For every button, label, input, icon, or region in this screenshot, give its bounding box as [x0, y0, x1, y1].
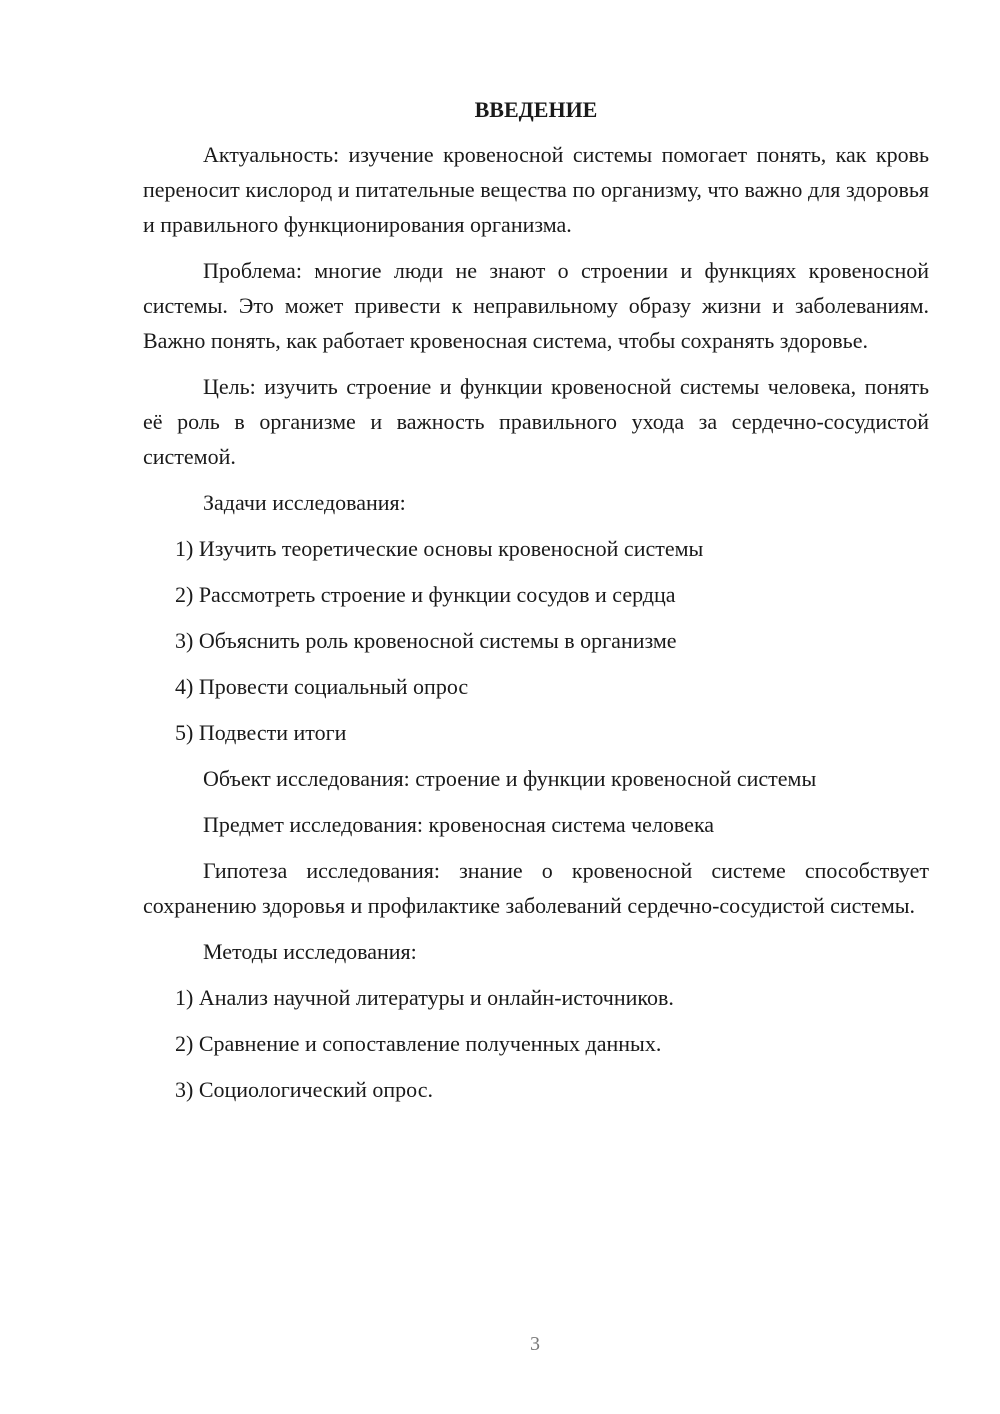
- list-item: 2) Рассмотреть строение и функции сосудов и сердца: [175, 582, 676, 607]
- tasks-heading: Задачи исследования:: [203, 490, 406, 515]
- list-item: 1) Изучить теоретические основы кровеносной системы: [175, 536, 704, 561]
- methods-heading: Методы исследования:: [203, 939, 417, 964]
- object-paragraph: Объект исследования: строение и функции кровеносной системы: [203, 766, 817, 791]
- list-item: 4) Провести социальный опрос: [175, 674, 469, 699]
- list-item: 5) Подвести итоги: [175, 720, 347, 745]
- list-item: 2) Сравнение и сопоставление полученных данных.: [175, 1031, 662, 1056]
- page-title: ВВЕДЕНИЕ: [474, 97, 598, 122]
- hypothesis-paragraph: Гипотеза исследования: знание о кровеносной системе способствует сохранению здоровья и профилактике заболеваний сердечно-сосудистой системы.: [143, 858, 929, 918]
- page-number: 3: [530, 1333, 540, 1355]
- tasks-list: [143, 531, 929, 750]
- methods-list: [143, 980, 929, 1107]
- list-item: 1) Анализ научной литературы и онлайн-источников.: [175, 985, 674, 1010]
- list-item: 3) Объяснить роль кровеносной системы в организме: [175, 628, 677, 653]
- list-item: 3) Социологический опрос.: [175, 1077, 433, 1102]
- goal-paragraph: Цель: изучить строение и функции кровеносной системы человека, понять её роль в организме и важность правильного ухода за сердечно-сосудистой системой.: [143, 374, 929, 469]
- problem-paragraph: Проблема: многие люди не знают о строении и функциях кровеносной системы. Это может привести к неправильному образу жизни и заболеваниям. Важно понять, как работает кровеносная система, чтобы сохранять здоровье.: [143, 258, 929, 353]
- document-page: [143, 92, 929, 1118]
- subject-paragraph: Предмет исследования: кровеносная система человека: [203, 812, 715, 837]
- relevance-paragraph: Актуальность: изучение кровеносной системы помогает понять, как кровь переносит кислород и питательные вещества по организму, что важно для здоровья и правильного функционирования организма.: [143, 142, 929, 237]
